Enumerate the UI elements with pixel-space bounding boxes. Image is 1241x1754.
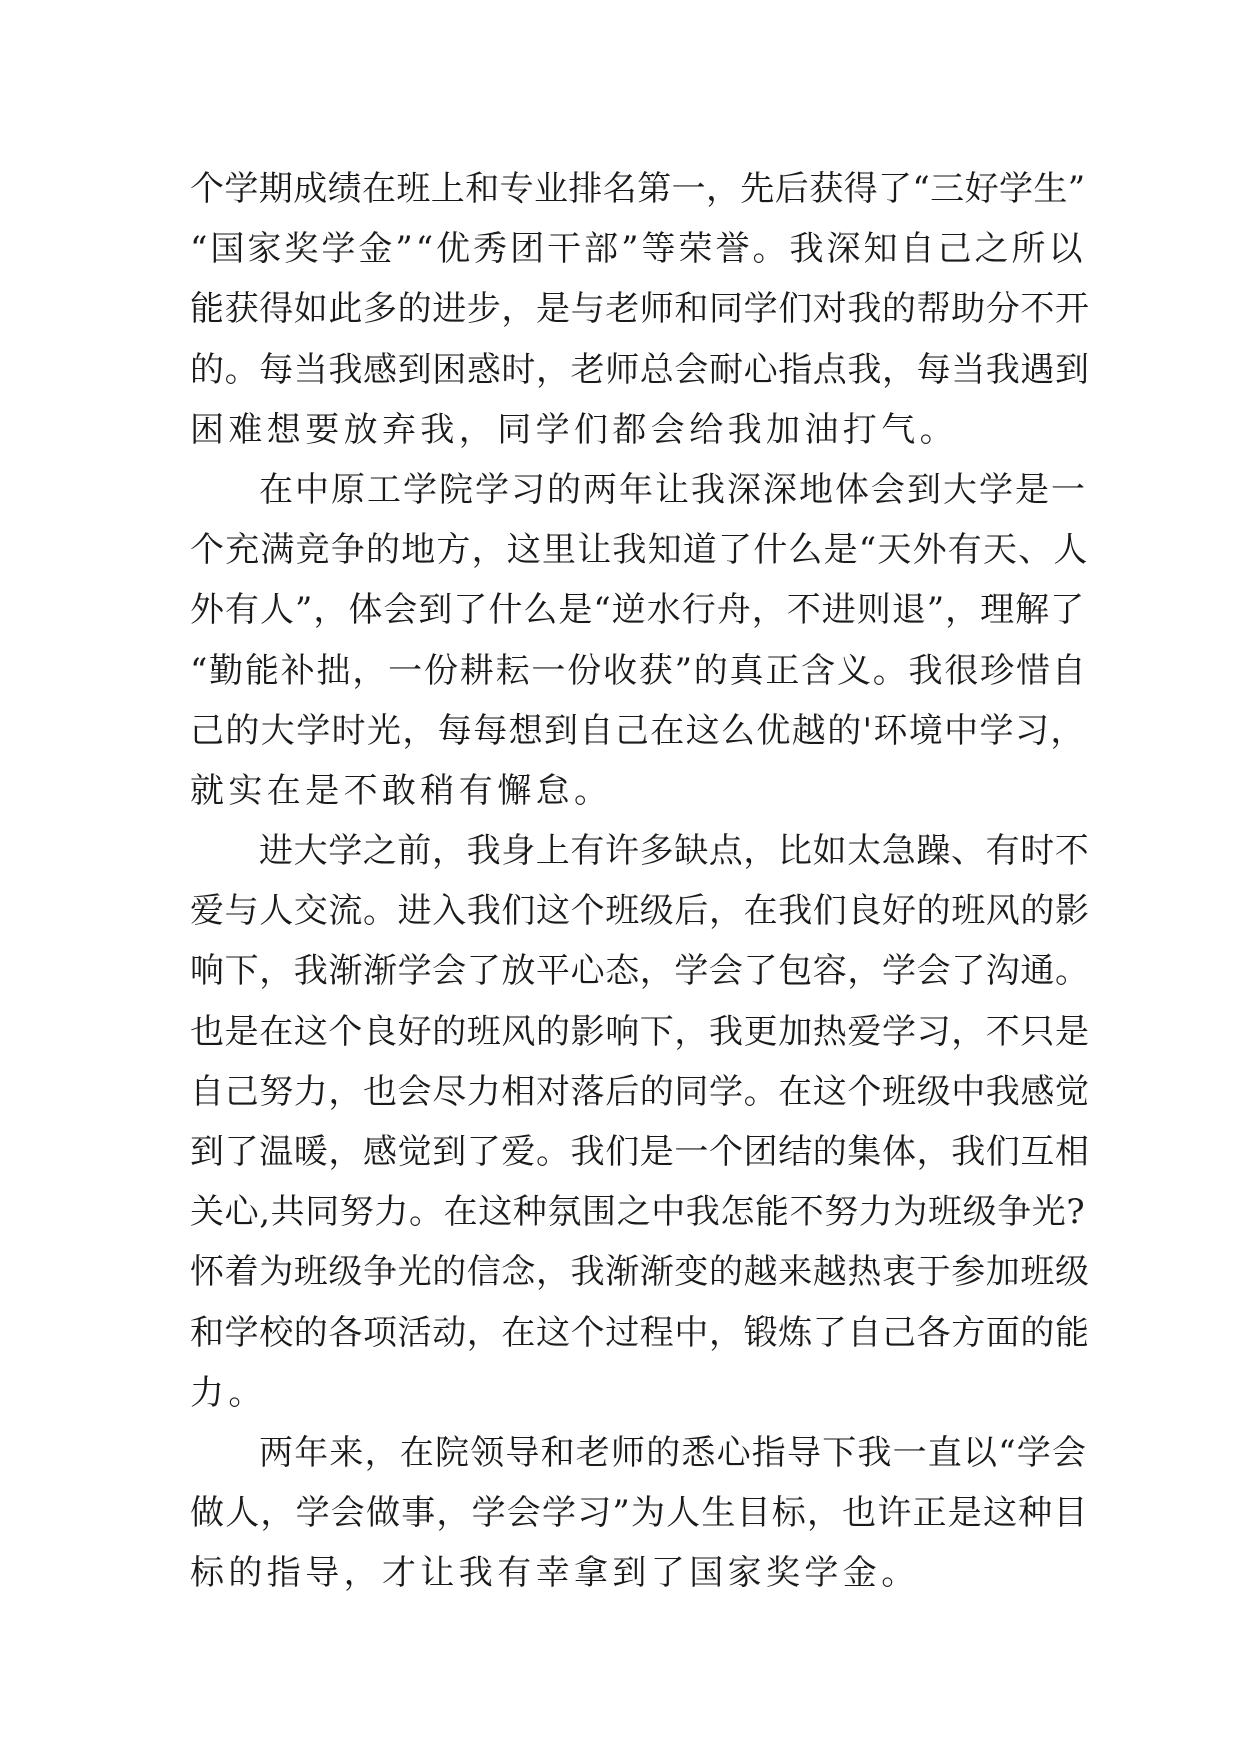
text-line: 自己努力，也会尽力相对落后的同学。在这个班级中我感觉: [190, 1071, 1090, 1112]
text-line: 关心,共同努力。在这种氛围之中我怎能不努力为班级争光?: [190, 1192, 1086, 1233]
paragraph-first-line: 两年来，在院领导和老师的悉心指导下我一直以“学会: [259, 1432, 1088, 1473]
text-line: 也是在这个良好的班风的影响下，我更加热爱学习，不只是: [190, 1011, 1090, 1052]
text-line: 困难想要放弃我，同学们都会给我加油打气。: [190, 409, 958, 450]
paragraph-first-line: 进大学之前，我身上有许多缺点，比如太急躁、有时不: [259, 831, 1090, 872]
text-line: 的。每当我感到困惑时，老师总会耐心指点我，每当我遇到: [190, 349, 1090, 390]
text-line: 外有人”，体会到了什么是“逆水行舟，不进则退”，理解了: [190, 590, 1086, 631]
text-line: 个充满竞争的地方，这里让我知道了什么是“天外有天、人: [190, 530, 1089, 571]
text-line: 爱与人交流。进入我们这个班级后，在我们良好的班风的影: [190, 891, 1090, 932]
text-line: 就实在是不敢稍有懈怠。: [190, 770, 613, 811]
paragraph-first-line: 在中原工学院学习的两年让我深深地体会到大学是一: [259, 469, 1087, 510]
text-line: 响下，我渐渐学会了放平心态，学会了包容，学会了沟通。: [190, 951, 1090, 992]
text-line: “国家奖学金”“优秀团干部”等荣誉。我深知自己之所以: [190, 229, 1086, 270]
text-line: 力。: [190, 1372, 267, 1413]
text-line: 怀着为班级争光的信念，我渐渐变的越来越热衷于参加班级: [190, 1252, 1090, 1293]
text-line: 标的指导，才让我有幸拿到了国家奖学金。: [190, 1553, 920, 1594]
text-line: 到了温暖，感觉到了爱。我们是一个团结的集体，我们互相: [190, 1132, 1090, 1172]
text-line: 能获得如此多的进步，是与老师和同学们对我的帮助分不开: [190, 289, 1090, 330]
text-line: “勤能补拙，一份耕耘一份收获”的真正含义。我很珍惜自: [190, 650, 1088, 691]
text-line: 己的大学时光，每每想到自己在这么优越的'环境中学习，: [190, 710, 1086, 751]
body-text: [190, 159, 1090, 1604]
text-line: 和学校的各项活动，在这个过程中，锻炼了自己各方面的能: [190, 1312, 1090, 1353]
text-line: 做人，学会做事，学会学习”为人生目标，也许正是这种目: [190, 1493, 1089, 1534]
text-line: 个学期成绩在班上和专业排名第一，先后获得了“三好学生”: [190, 169, 1086, 209]
